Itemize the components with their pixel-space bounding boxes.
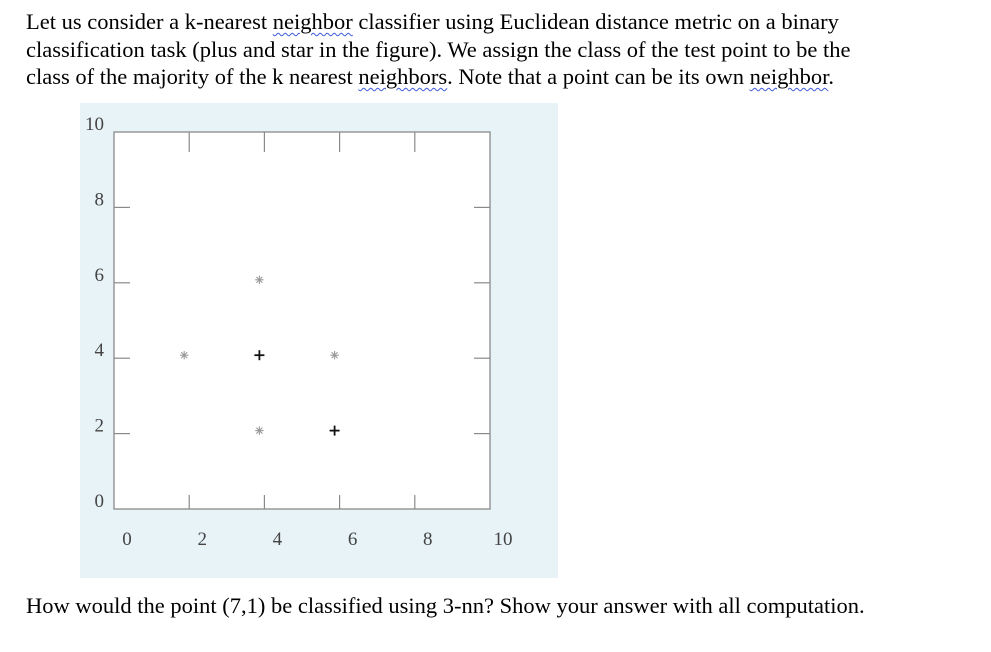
star-point: [180, 351, 188, 359]
spellcheck-word-neighbors: neighbors: [358, 64, 448, 89]
follow-up-question: How would the point (7,1) be classified using 3-nn? Show your answer with all computation.: [26, 593, 865, 618]
x-tick-label: 10: [493, 529, 513, 550]
y-tick-label: 0: [94, 491, 104, 512]
star-point: [330, 351, 338, 359]
question-line-1-part-a: Let us consider a k-nearest: [26, 9, 273, 34]
x-tick-label: 2: [197, 529, 207, 550]
y-tick-label: 10: [85, 114, 104, 135]
question-line-3-part-c: . Note that a point can be its own: [447, 64, 750, 89]
question-line-3-part-a: class of the majority of the k nearest: [26, 64, 359, 89]
spellcheck-word-neighbor: neighbor: [272, 9, 353, 34]
scatter-figure: [80, 103, 558, 578]
y-tick-label: 6: [94, 264, 104, 286]
y-tick-label: 4: [94, 340, 104, 362]
plot-area-frame: [114, 132, 490, 509]
question-line-3-part-e: .: [828, 64, 834, 89]
y-tick-label: 2: [94, 415, 104, 437]
question-line-3: [26, 63, 976, 91]
x-tick-label: 6: [347, 529, 358, 550]
x-tick-label: 0: [122, 529, 132, 550]
question-line-2: classification task (plus and star in the figure). We assign the class of the test point to be the: [26, 36, 851, 62]
y-tick-label: 8: [94, 189, 104, 211]
scatter-plot: [80, 103, 558, 578]
x-tick-label: 4: [272, 529, 283, 550]
question-line-1: [26, 8, 976, 36]
spellcheck-word-neighbor-2: neighbor: [749, 64, 829, 89]
star-point: [255, 276, 263, 284]
question-text: [26, 8, 976, 91]
x-tick-label: 8: [423, 529, 433, 550]
question-line-1-part-c: classifier using Euclidean distance metric on a binary: [352, 9, 839, 34]
star-point: [255, 426, 263, 434]
